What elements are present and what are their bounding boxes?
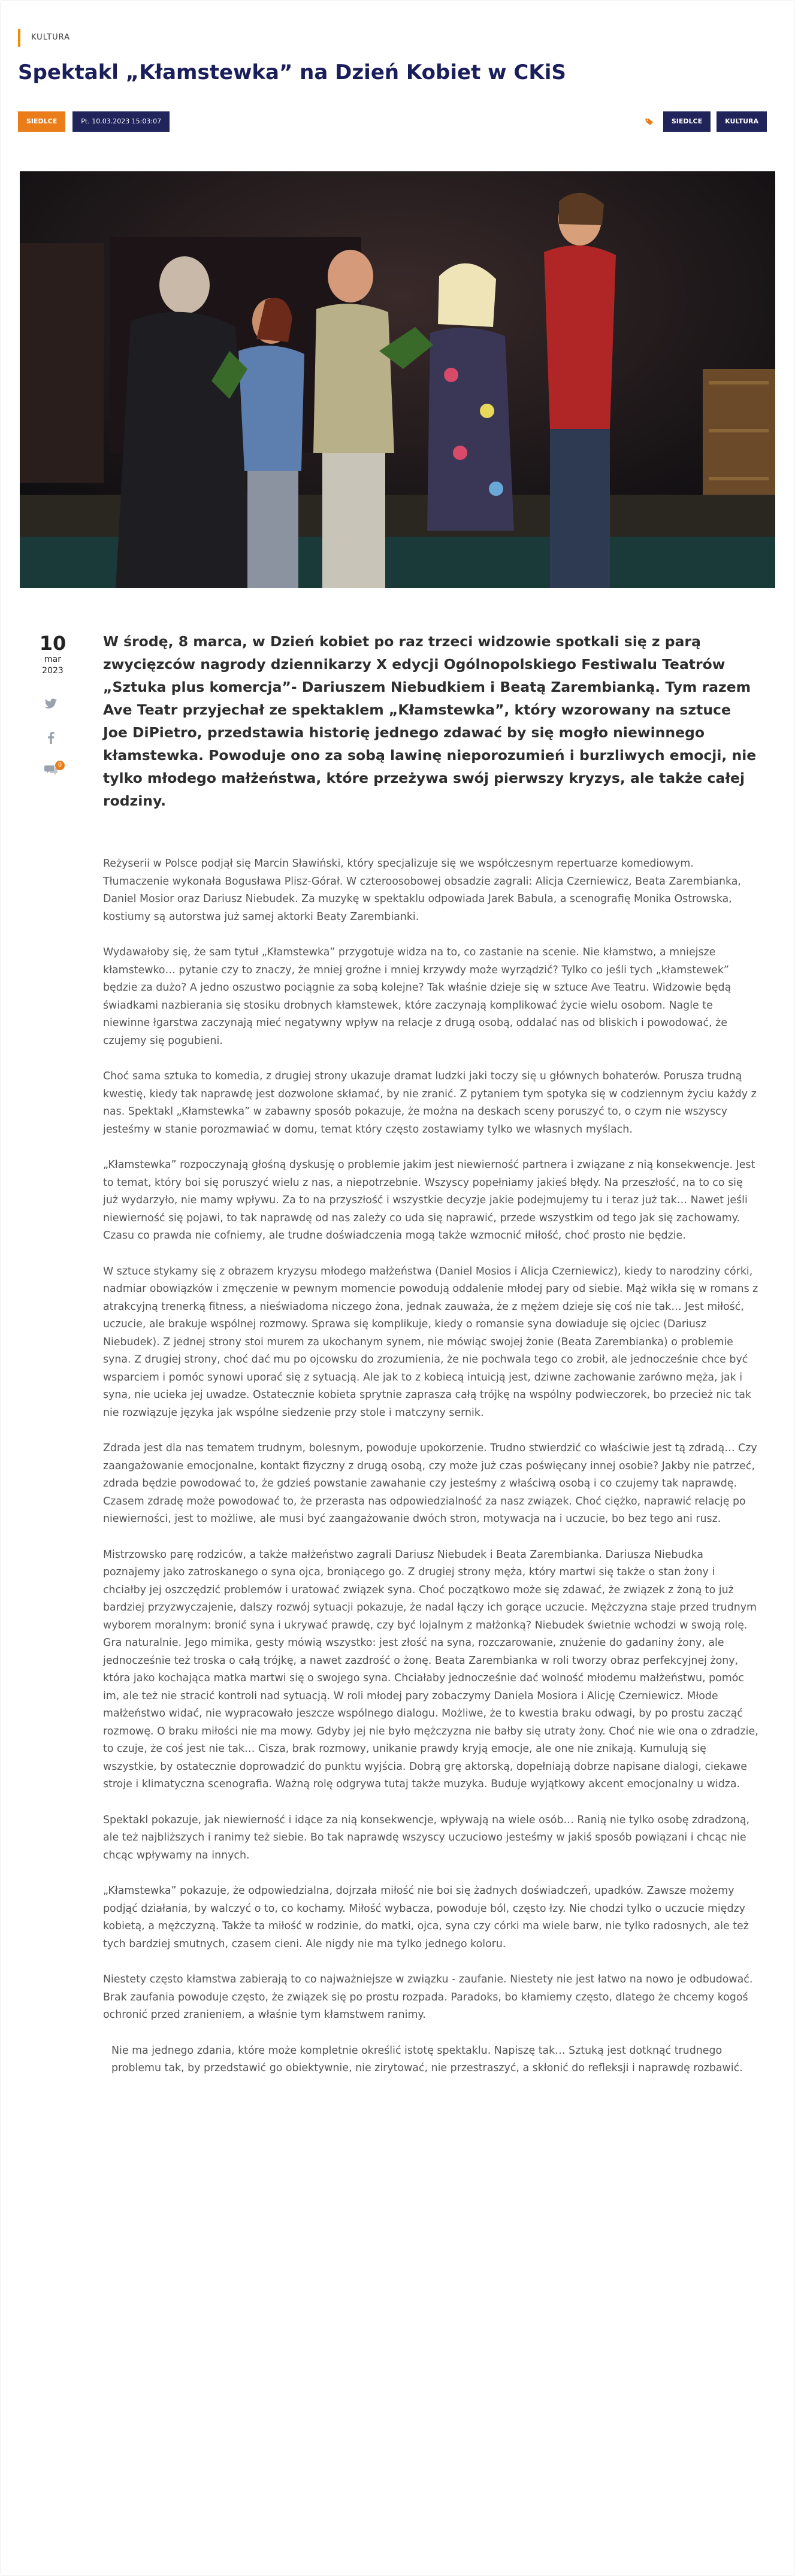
paragraph: Choć sama sztuka to komedia, z drugiej strony ukazuje dramat ludzki jaki toczy się u głównych bohaterów. Porusza trudną kwestię, kiedy tak naprawdę jest dozwolone skłamać, by nie zranić. Z pytaniem tym spotyka się w codziennym życiu każdy z nas. Spektakl „Kłamstewka” w zabawny sposób pokazuje, że można na deskach sceny poruszyć to, o czym nie wszyscy jesteśmy w stanie porozmawiać w domu, temat który często zostawiamy tylko we własnych myślach. [103, 1070, 757, 1136]
paragraph: W sztuce stykamy się z obrazem kryzysu młodego małżeństwa (Daniel Mosios i Alicja Czerniewicz), kiedy to narodziny córki, nadmiar obowiązków i zmęczenie w pewnym momencie powodują oddalenie młodej pary od siebie. Mąż wikła się w romans z atrakcyjną trenerką fitness, a nieświadoma niczego żona, jednak zauważa, że z mężem dzieje się coś nie tak… Jest miłość, uczucie, ale brakuje wspólnej rozmowy. Sprawa się komplikuje, kiedy o romansie syna dowiaduje się ojciec (Dariusz Niebudek). Z jednej strony stoi murem za ukochanym synem, nie mówiąc swojej żonie (Beata Zarembianka) o problemie syna. Z drugiej strony, choć dać mu po ojcowsku do zrozumienia, że nie pochwala tego co zrobił, ale jednocześnie chce być wsparciem i pomóc synowi uporać się z sytuacją. Ale jak to z kobiecą intuicją jest, dziwne zachowanie zarówno męża, jak i syna, nie ucieka jej uwadze. Ostatecznie kobieta sprytnie zaprasza całą trójkę na wspólny podwieczorek, bo przecież nic tak nie rozwiązuje języka jak wspólne siedzenie przy stole i matczyny sernik. [103, 1265, 758, 1419]
facebook-share-button[interactable] [44, 732, 61, 745]
article-lead: W środę, 8 marca, w Dzień kobiet po raz trzeci widzowie spotkali się z parą zwycięzców nagrody dziennikarzy X edycji Ogólnopolskiego Festiwalu Teatrów „Sztuka plus komercja”- Dariuszem Niebudkiem i Beatą Zarembianką. Tym razem Ave Teatr przyjechał ze spektaklem „Kłamstewka”, który wzorowany na sztuce Joe DiPietro, przedstawia historię jednego zdawać by się mogło niewinnego kłamstewka. Powoduje ono za sobą lawinę nieporozumień i burzliwych emocji, nie tylko młodego małżeństwa, które przeżywa swój pierwszy kryzys, ale także całej rodziny. [103, 633, 757, 809]
paragraph: Zdrada jest dla nas tematem trudnym, bolesnym, powoduje upokorzenie. Trudno stwierdzić co właściwie jest tą zdradą… Czy zaangażowanie emocjonalne, kontakt fizyczny z drugą osobą, czy może już czas poświęcany innej osobie? Jakby nie patrzeć, zdrada będzie powodować to, że gdzieś powstanie zawahanie czy jesteśmy z właściwą osobą i co czujemy tak naprawdę. Czasem zdradę może powodować to, że przerasta nas odpowiedzialność za nasz związek. Choć ciężko, naprawić relację po niewierności, jest to możliwe, ale musi być zaangażowanie dwóch stron, motywacja na i uczucie, bo bez tego ani rusz. [103, 1442, 757, 1525]
date-month: mar [44, 655, 61, 664]
publish-datetime: Pt. 10.03.2023 15:03:07 [72, 111, 170, 132]
paragraph: Reżyserii w Polsce podjął się Marcin Sławiński, który specjalizuje się we współczesnym repertuarze komediowym. Tłumaczenie wykonała Bogusława Plisz-Górał. W czteroosobowej obsadzie zagrali: Alicja Czerniewicz, Beata Zarembianka, Daniel Mosior oraz Dariusz Niebudek. Za muzykę w spektaklu odpowiada Jarek Babula, a scenografię Monika Ostrowska, kostiumy są autorstwa już samej aktorki Beaty Zarembianki. [103, 858, 741, 923]
paragraph: Spektakl pokazuje, jak niewierność i idące za nią konsekwencje, wpływają na wiele osób… Ranią nie tylko osobę zdradzoną, ale też najbliższych i ranimy też siebie. Bo tak naprawdę wszyscy uczuciowo jesteśmy w jakiś sposób powiązani i chcąc nie chcąc wpływamy na innych. [103, 1814, 750, 1861]
comments-button[interactable] [44, 764, 61, 777]
paragraph: Nie ma jednego zdania, które może kompletnie określić istotę spektaklu. Napiszę tak… Sztuką jest dotknąć trudnego problemu tak, by przedstawić go obiektywnie, nie zirytować, nie przestraszyć, a skłonić do refleksji i naprawdę rozbawić. [111, 2044, 743, 2074]
article-body [103, 855, 759, 2096]
paragraph: Wydawałoby się, że sam tytuł „Kłamstewka” przygotuje widza na to, co zastanie na scenie. Nie kłamstwo, a mniejsze kłamstewko… pytanie czy to znaczy, że mniej groźne i mniej krzywdy może wyrządzić? Tylko co jeśli tych „kłamstewek” będzie za dużo? A jedno oszustwo pociągnie za sobą kolejne? Tak właśnie dzieje się w sztuce Ave Teatru. Widzowie będą świadkami nazbierania się stosiku drobnych kłamstewek, które zaczynają komplikować życie wielu osobom. Nagle te niewinne łgarstwa zaczynają mieć negatywny wpływ na relacje z drugą osobą, oddalać nas od bliskich i powodować, że czujemy się pogubieni. [103, 946, 731, 1047]
paragraph: Mistrzowsko parę rodziców, a także małżeństwo zagrali Dariusz Niebudek i Beata Zarembianka. Dariusza Niebudka poznajemy jako zatroskanego o syna ojca, broniącego go. Z drugiej strony męża, który martwi się także o stan żony i chciałby jej oszczędzić problemów i uratować związek syna. Choć początkowo może się zdawać, że związek z żoną to już bardziej przyzwyczajenie, dalszy rozwój sytuacji pokazuje, że nadal łączy ich gorące uczucie. Mężczyzna staje przed trudnym wyborem moralnym: bronić syna i ukrywać prawdę, czy być lojalnym z małżonką? Niebudek świetnie wchodzi w swoją rolę. Gra naturalnie. Jego mimika, gesty mówią wszystko: jest złość na syna, rozczarowanie, znużenie do gadaniny żony, ale jednocześnie też troska o całą trójkę, a nawet zazdrość o żonę. Beata Zarembianka w roli tworzy obraz perfekcyjnej żony, która jako kochająca matka martwi się o swojego syna. Chciałaby jednocześnie dać wolność młodemu małżeństwu, pomóc im, ale też nie stracić kontroli nad sytuacją. W roli młodej pary zobaczymy Daniela Mosiora i Alicję Czerniewicz. Młode małżeństwo widać, nie wypracowało jeszcze wspólnego dialogu. Możliwe, że to kwestia braku odwagi, by po prostu zacząć rozmowę. O braku miłości nie ma mowy. Gdyby jej nie było mężczyzna nie bałby się utraty żony. Choć nie wie ona o zdradzie, to czuje, że coś jest nie tak… Cisza, brak rozmowy, unikanie prawdy kryją emocje, ale one nie znikają. Kumulują się wszystkie, by ostatecznie doprowadzić do punktu wyjścia. Dobrą grę aktorską, dopełniają dobrze napisane dialogi, ciekawe stroje i klimatyczna scenografia. Ważną rolę odgrywa tutaj także muzyka. Buduje wyjątkowy akcent emocjonalny u widza. [103, 1548, 758, 1790]
tags-icon [645, 117, 654, 126]
facebook-icon [47, 732, 55, 744]
date-box [36, 632, 69, 677]
date-day: 10 [39, 632, 66, 655]
city-tag[interactable]: SIEDLCE [18, 111, 65, 132]
article-title: Spektakl „Kłamstewka” na Dzień Kobiet w CKiS [18, 60, 566, 84]
hero-photo [20, 171, 775, 588]
tag-siedlce[interactable]: SIEDLCE [663, 111, 711, 132]
article-meta [18, 111, 767, 133]
paragraph: Niestety często kłamstwa zabierają to co najważniejsze w związku - zaufanie. Niestety nie jest łatwo na nowo je odbudować. Brak zaufania powoduje często, że związek się po prostu rozpada. Paradoks, bo kłamiemy często, dlatego że chcemy kogoś ochronić przed zranieniem, a właśnie tym kłamstwem ranimy. [103, 1973, 753, 2021]
meta-left [18, 111, 170, 132]
twitter-icon [44, 698, 58, 709]
paragraph: „Kłamstewka” rozpoczynają głośną dyskusję o problemie jakim jest niewierność partnera i związane z nią konsekwencje. Jest to temat, który boi się poruszyć wielu z nas, a niepotrzebnie. Wszyscy popełniamy jakieś błędy. Na przeszłość, na to co się już wydarzyło, nie mamy wpływu. Za to na przyszłość i wszystkie decyzje jakie podejmujemy tu i teraz już tak… Nawet jeśli niewierność się pojawi, to tak naprawdę od nas zależy co uda się naprawić, przede wszystkim od tego jak się zachowamy. Czasu co prawda nie cofniemy, ale trudne doświadczenia mogą także wzmocnić miłość, choć prosto nie będzie. [103, 1159, 755, 1242]
paragraph: „Kłamstewka” pokazuje, że odpowiedzialna, dojrzała miłość nie boi się żadnych doświadczeń, upadków. Zawsze możemy podjąć działania, by walczyć o to, co kochamy. Miłość wybacza, powoduje ból, często łzy. Nie chodzi tylko o uczucie między kobietą, a mężczyzną. Także ta miłość w rodzinie, do matki, ojca, syna czy córki ma wiele barw, nie tylko radosnych, ale też tych bardziej smutnych, czasem cieni. Ale nigdy nie ma tylko jednego koloru. [103, 1885, 749, 1950]
tag-list [645, 111, 767, 132]
category-label[interactable]: KULTURA [18, 29, 70, 47]
twitter-share-button[interactable] [44, 698, 61, 712]
stage-photo-illustration [20, 171, 775, 588]
date-year: 2023 [42, 666, 64, 676]
comment-count-badge: 0 [55, 761, 65, 770]
tag-kultura[interactable]: KULTURA [717, 111, 767, 132]
